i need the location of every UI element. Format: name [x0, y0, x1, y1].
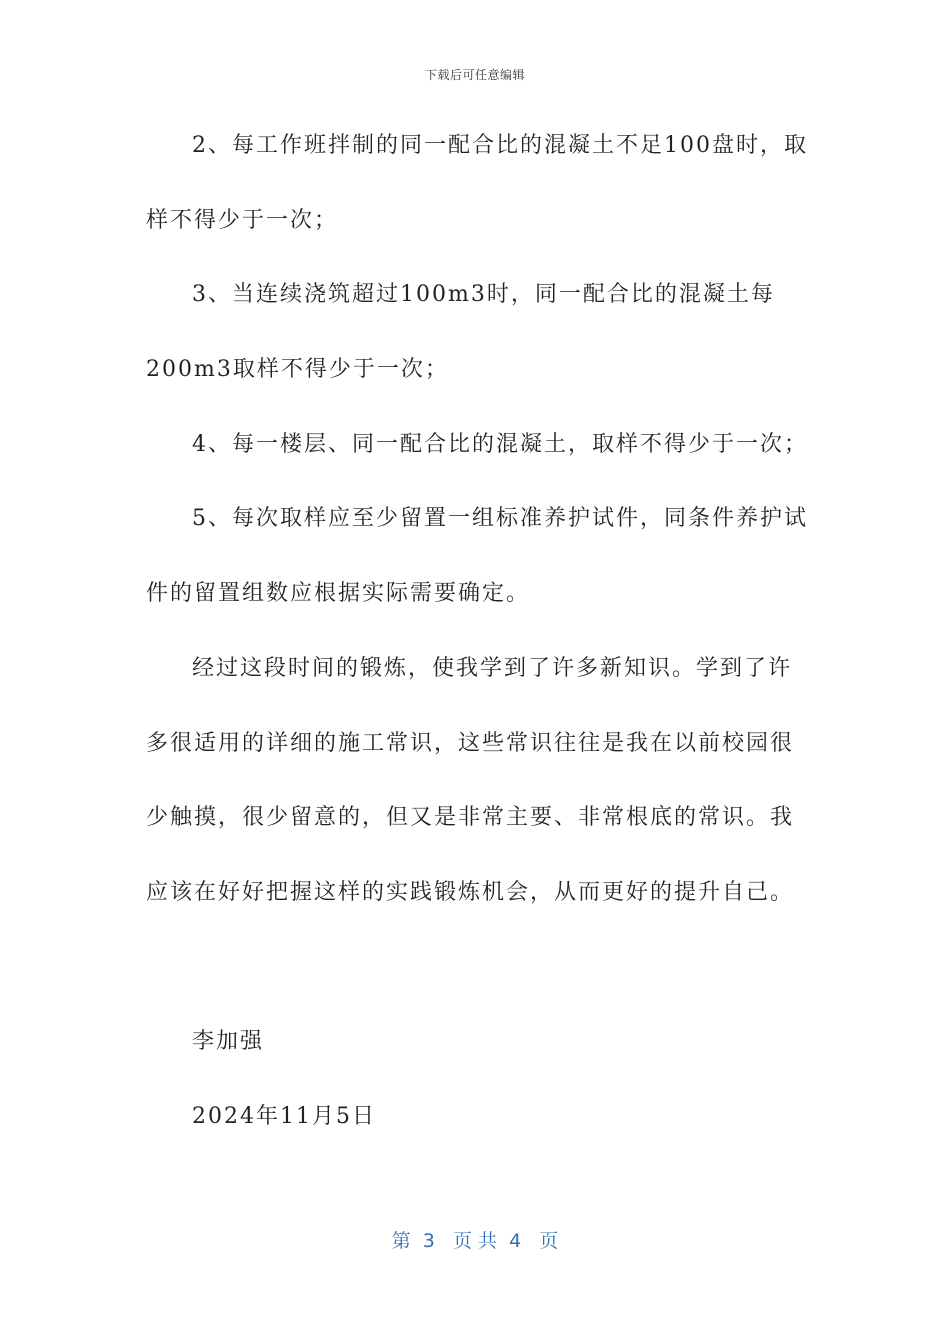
- paragraph-line: 4、每一楼层、同一配合比的混凝土，取样不得少于一次；: [192, 432, 808, 457]
- paragraph-line: 2、每工作班拌制的同一配合比的混凝土不足100盘时，取: [192, 133, 808, 158]
- paragraph-line: 3、当连续浇筑超过100m3时，同一配合比的混凝土每: [192, 282, 775, 307]
- paragraph-line: 件的留置组数应根据实际需要确定。: [146, 581, 531, 606]
- header-note: 下载后可任意编辑: [424, 68, 525, 82]
- paragraph-line: 经过这段时间的锻炼，使我学到了许多新知识。学到了许: [192, 656, 793, 681]
- paragraph-line: 5、每次取样应至少留置一组标准养护试件，同条件养护试: [192, 506, 808, 531]
- paragraph-line: 应该在好好把握这样的实践锻炼机会，从而更好的提升自己。: [146, 880, 795, 905]
- signature-date: 2024年11月5日: [192, 1104, 376, 1129]
- page-number: 第 3 页 共 4 页: [391, 1230, 559, 1252]
- paragraph-line: 样不得少于一次；: [146, 208, 339, 233]
- paragraph-line: 200m3取样不得少于一次；: [146, 357, 449, 382]
- signature-name: 李加强: [192, 1029, 265, 1054]
- paragraph-line: 少触摸，很少留意的，但又是非常主要、非常根底的常识。我: [146, 805, 795, 830]
- paragraph-line: 多很适用的详细的施工常识，这些常识往往是我在以前校园很: [146, 731, 795, 756]
